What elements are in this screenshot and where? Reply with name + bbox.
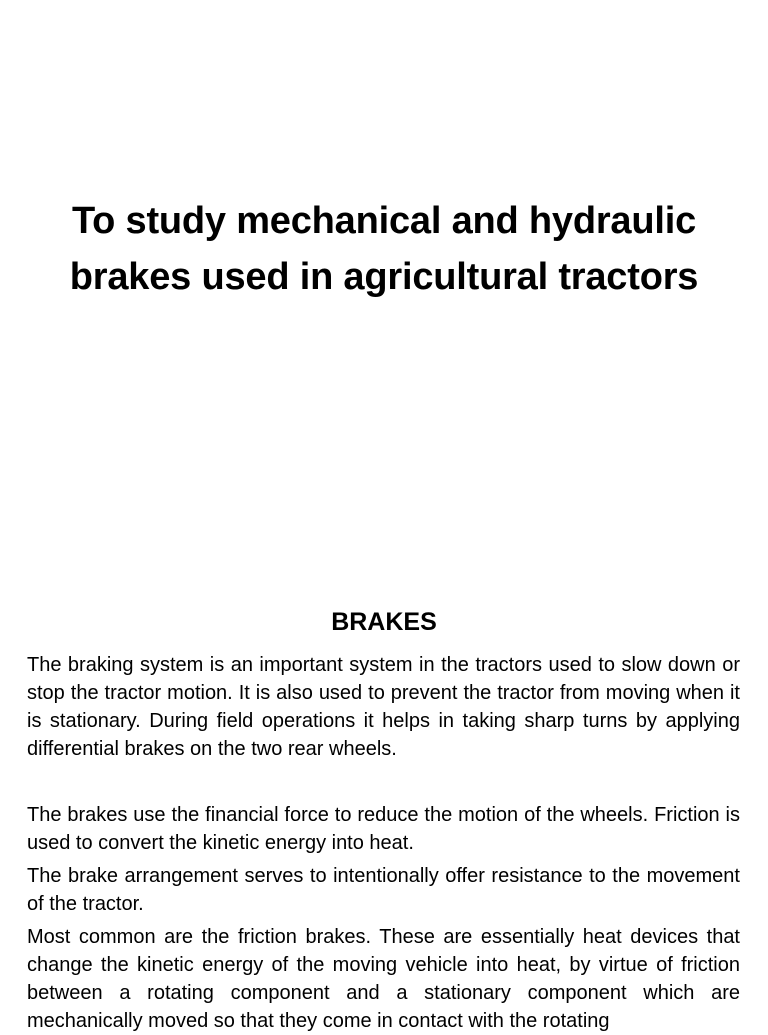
section-heading: BRAKES (331, 608, 437, 636)
paragraph-arrangement: The brake arrangement serves to intentionally offer resistance to the movement of the tractor. (27, 865, 740, 915)
body-text (27, 651, 740, 1035)
paragraph-friction-brakes: Most common are the friction brakes. These are essentially heat devices that change the kinetic energy of the moving vehicle into heat, by virtue of friction between a rotating component and a stationary component which are mechanically moved so that they come in contact with the rotating (27, 926, 740, 1032)
paragraph-intro: The braking system is an important system in the tractors used to slow down or stop the tractor motion. It is also used to prevent the tractor from moving when it is stationary. During field operations it helps in taking sharp turns by applying differential brakes on the two rear wheels. (27, 654, 740, 760)
page-title: To study mechanical and hydraulic brakes used in agricultural tractors (69, 200, 699, 298)
paragraph-friction: The brakes use the financial force to reduce the motion of the wheels. Friction is used to convert the kinetic energy into heat. (27, 804, 740, 854)
